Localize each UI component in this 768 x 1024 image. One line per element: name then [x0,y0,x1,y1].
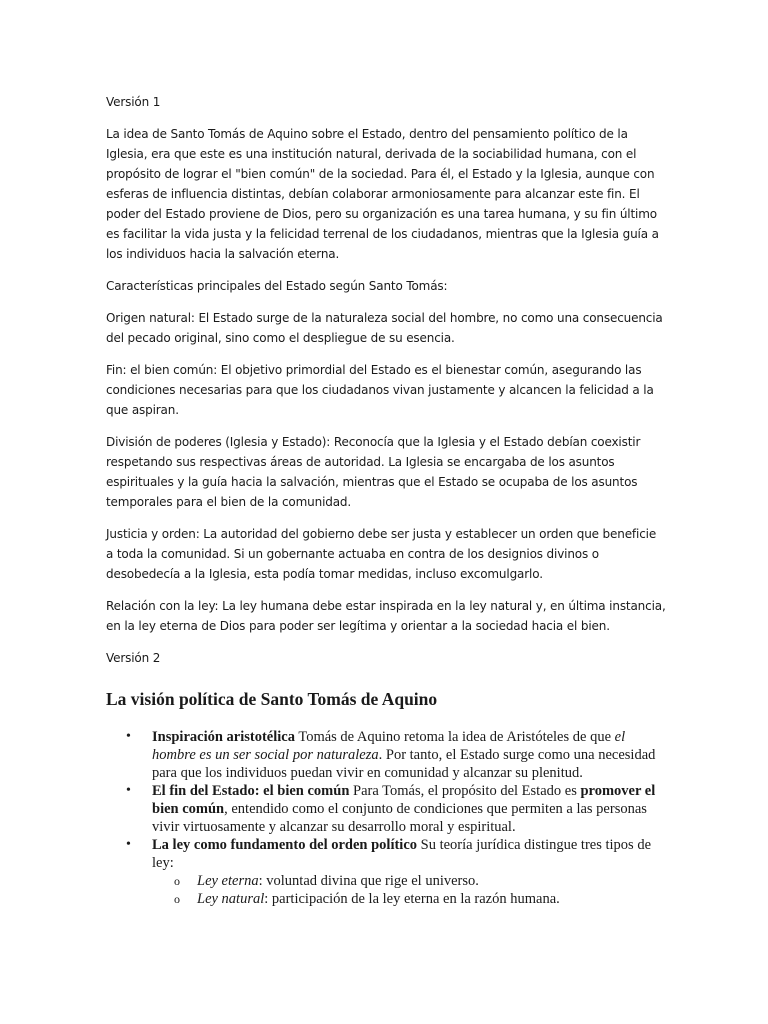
sub-item-ley-natural [152,890,666,908]
item-italic: el hombre es un ser social por naturaleza [152,729,626,763]
item-text: , entendido como el conjunto de condiciones que permiten a las personas vivir virtuosamente y alcanzar su desarrollo moral y espiritual. [152,801,647,835]
item-text: Su teoría jurídica distingue tres tipos de ley: [152,837,651,871]
sub-item-text: : participación de la ley eterna en la razón humana. [264,891,560,907]
circle-bullet-icon: o [174,874,180,888]
item-bold: promover el bien común [152,783,656,817]
vision-list [106,728,666,908]
list-item-ley [106,836,666,908]
version-2-label: Versión 2 [106,651,161,665]
point-relacion-ley: Relación con la ley: La ley humana debe estar inspirada en la ley natural y, en última instancia, en la ley eterna de Dios para poder ser legítima y orientar a la sociedad hacia el bien. [106,599,666,633]
point-justicia-orden: Justicia y orden: La autoridad del gobierno debe ser justa y establecer un orden que beneficie a toda la comunidad. Si un gobernante actuaba en contra de los designios divinos o desobedecía a la Iglesia, esta podía tomar medidas, incluso excomulgarlo. [106,527,657,581]
characteristics-title: Características principales del Estado según Santo Tomás: [106,279,448,293]
bullet-icon: • [126,729,131,744]
section-heading: La visión política de Santo Tomás de Aquino [106,689,438,709]
version-1-label: Versión 1 [106,95,161,109]
item-text: . Por tanto, el Estado surge como una necesidad para que los individuos puedan vivir en comunidad y alcanzar su plenitud. [152,747,656,781]
sub-item-term: Ley eterna [197,873,259,889]
item-title: El fin del Estado: el bien común [152,783,350,799]
bullet-icon: • [126,837,131,852]
item-title: Inspiración aristotélica [152,729,295,745]
list-item-fin-estado [106,782,666,836]
item-text: Tomás de Aquino retoma la idea de Aristóteles de que [294,729,615,745]
sub-item-ley-eterna [152,872,666,890]
intro-paragraph: La idea de Santo Tomás de Aquino sobre el Estado, dentro del pensamiento político de la Iglesia, era que este es una institución natural, derivada de la sociabilidad humana, con el propósito de lograr el "bien común" de la sociedad. Para él, el Estado y la Iglesia, aunque con esferas de influencia distintas, debían colaborar armoniosamente para alcanzar este fin. El poder del Estado proviene de Dios, pero su organización es una tarea humana, y su fin último es facilitar la vida justa y la felicidad terrenal de los ciudadanos, mientras que la Iglesia guía a los individuos hacia la salvación eterna. [106,127,659,261]
sub-item-text: : voluntad divina que rige el universo. [258,873,479,889]
sub-item-term: Ley natural [197,891,265,907]
document-page [106,88,666,908]
point-origen-natural: Origen natural: El Estado surge de la naturaleza social del hombre, no como una consecuencia del pecado original, sino como el despliegue de su esencia. [106,311,663,345]
circle-bullet-icon: o [174,892,180,906]
bullet-icon: • [126,783,131,798]
point-fin-bien-comun: Fin: el bien común: El objetivo primordial del Estado es el bienestar común, asegurando las condiciones necesarias para que los ciudadanos vivan justamente y alcancen la felicidad a la que aspiran. [106,363,654,417]
list-item-inspiracion [106,728,666,782]
point-division-poderes: División de poderes (Iglesia y Estado): Reconocía que la Iglesia y el Estado debían coexistir respetando sus respectivas áreas de autoridad. La Iglesia se encargaba de los asuntos espirituales y la guía hacia la salvación, mientras que el Estado se ocupaba de los asuntos temporales para el bien de la comunidad. [106,435,641,509]
ley-types-list [152,872,666,908]
item-text: Para Tomás, el propósito del Estado es [349,783,581,799]
item-title: La ley como fundamento del orden político [152,837,418,853]
